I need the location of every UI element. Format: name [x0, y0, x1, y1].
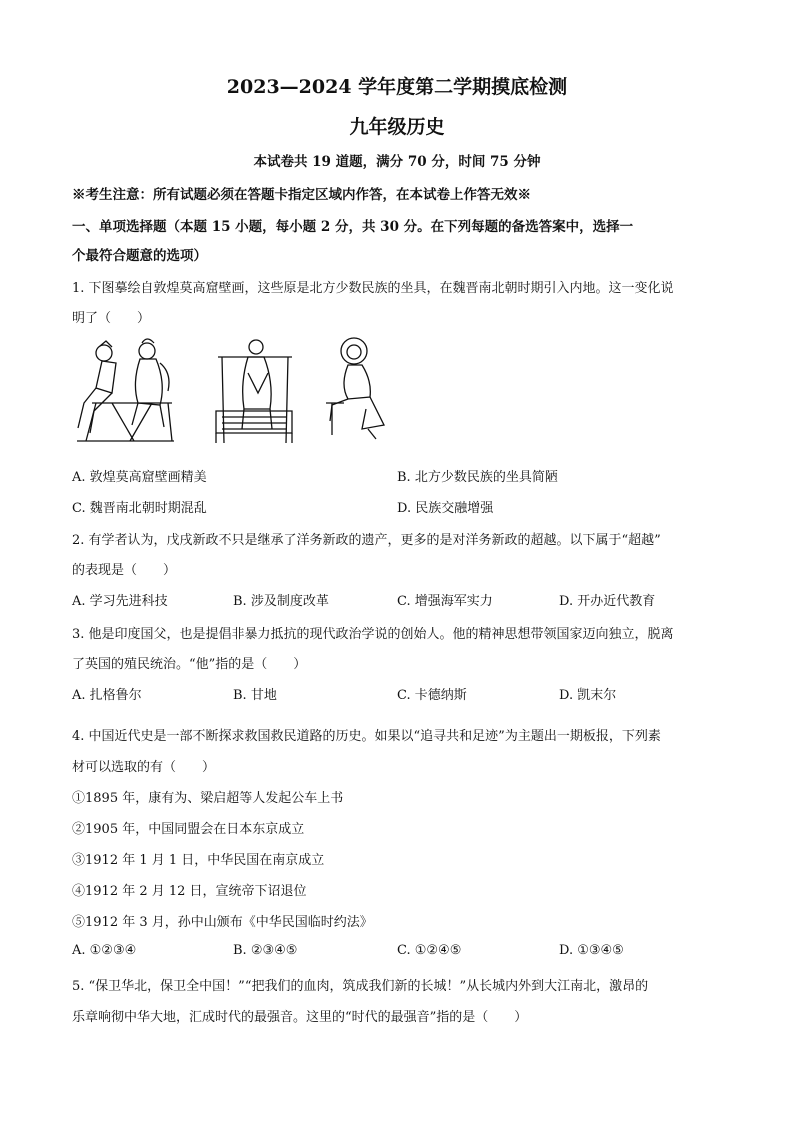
q4-option-d[interactable]: D. ①③④⑤: [559, 943, 624, 958]
q4-item-5: ⑤1912 年 3 月，孙中山颁布《中华民国临时约法》: [72, 915, 373, 930]
q3-line1: 3. 他是印度国父，也是提倡非暴力抵抗的现代政治学说的创始人。他的精神思想带领国家迈向独立，脱离: [72, 627, 674, 642]
mural-figure-stool: [72, 333, 177, 445]
q2-line2: 的表现是（ ）: [72, 563, 177, 578]
q4-line1: 4. 中国近代史是一部不断探求救国救民道路的历史。如果以“追寻共和足迹”为主题出一期板报，下列素: [72, 729, 661, 744]
q1-option-a[interactable]: A. 敦煌莫高窟壁画精美: [72, 470, 207, 485]
q3-option-b[interactable]: B. 甘地: [233, 688, 277, 703]
q4-line2: 材可以选取的有（ ）: [72, 760, 216, 775]
q3-line2: 了英国的殖民统治。“他”指的是（ ）: [72, 657, 307, 672]
q2-option-b[interactable]: B. 涉及制度改革: [233, 594, 329, 609]
exam-notice: ※考生注意：所有试题必须在答题卡指定区域内作答，在本试卷上作答无效※: [72, 187, 531, 203]
q3-option-a[interactable]: A. 扎格鲁尔: [72, 688, 142, 703]
q5-line1: 5. “保卫华北，保卫全中国！”“把我们的血肉，筑成我们新的长城！”从长城内外到大江南北，激昂的: [72, 979, 649, 994]
q4-option-c[interactable]: C. ①②④⑤: [397, 943, 462, 958]
q5-line2: 乐章响彻中华大地，汇成时代的最强音。这里的“时代的最强音”指的是（ ）: [72, 1010, 528, 1025]
q2-option-c[interactable]: C. 增强海军实力: [397, 594, 493, 609]
q4-option-a[interactable]: A. ①②③④: [72, 943, 137, 958]
mural-illustrations: [72, 333, 392, 445]
q4-item-1: ①1895 年，康有为、梁启超等人发起公车上书: [72, 791, 344, 806]
q4-item-3: ③1912 年 1 月 1 日，中华民国在南京成立: [72, 853, 325, 868]
mural-figure-halo: [322, 333, 392, 445]
q1-line1: 1. 下图摹绘自敦煌莫高窟壁画，这些原是北方少数民族的坐具，在魏晋南北朝时期引入内地。这一变化说: [72, 281, 674, 296]
section-heading-line1: 一、单项选择题（本题 15 小题，每小题 2 分，共 30 分。在下列每题的备选答案中，选择一: [72, 219, 634, 235]
q1-option-c[interactable]: C. 魏晋南北朝时期混乱: [72, 501, 207, 516]
q4-item-2: ②1905 年，中国同盟会在日本东京成立: [72, 822, 305, 837]
q2-option-a[interactable]: A. 学习先进科技: [72, 594, 168, 609]
section-heading-line2: 个最符合题意的选项）: [72, 248, 207, 264]
q2-option-d[interactable]: D. 开办近代教育: [559, 594, 656, 609]
q4-option-b[interactable]: B. ②③④⑤: [233, 943, 298, 958]
q2-line1: 2. 有学者认为，戊戌新政不只是继承了洋务新政的遗产，更多的是对洋务新政的超越。以下属于“超越”: [72, 533, 661, 548]
q1-option-d[interactable]: D. 民族交融增强: [397, 501, 494, 516]
q3-option-c[interactable]: C. 卡德纳斯: [397, 688, 467, 703]
exam-title: 2023—2024 学年度第二学期摸底检测: [226, 76, 568, 98]
exam-info: 本试卷共 19 道题，满分 70 分，时间 75 分钟: [253, 154, 541, 170]
q3-option-d[interactable]: D. 凯末尔: [559, 688, 617, 703]
mural-figure-chair: [212, 333, 294, 445]
exam-subject: 九年级历史: [349, 116, 445, 138]
q1-option-b[interactable]: B. 北方少数民族的坐具简陋: [397, 470, 558, 485]
q1-line2: 明了（ ）: [72, 311, 151, 326]
q4-item-4: ④1912 年 2 月 12 日，宣统帝下诏退位: [72, 884, 307, 899]
